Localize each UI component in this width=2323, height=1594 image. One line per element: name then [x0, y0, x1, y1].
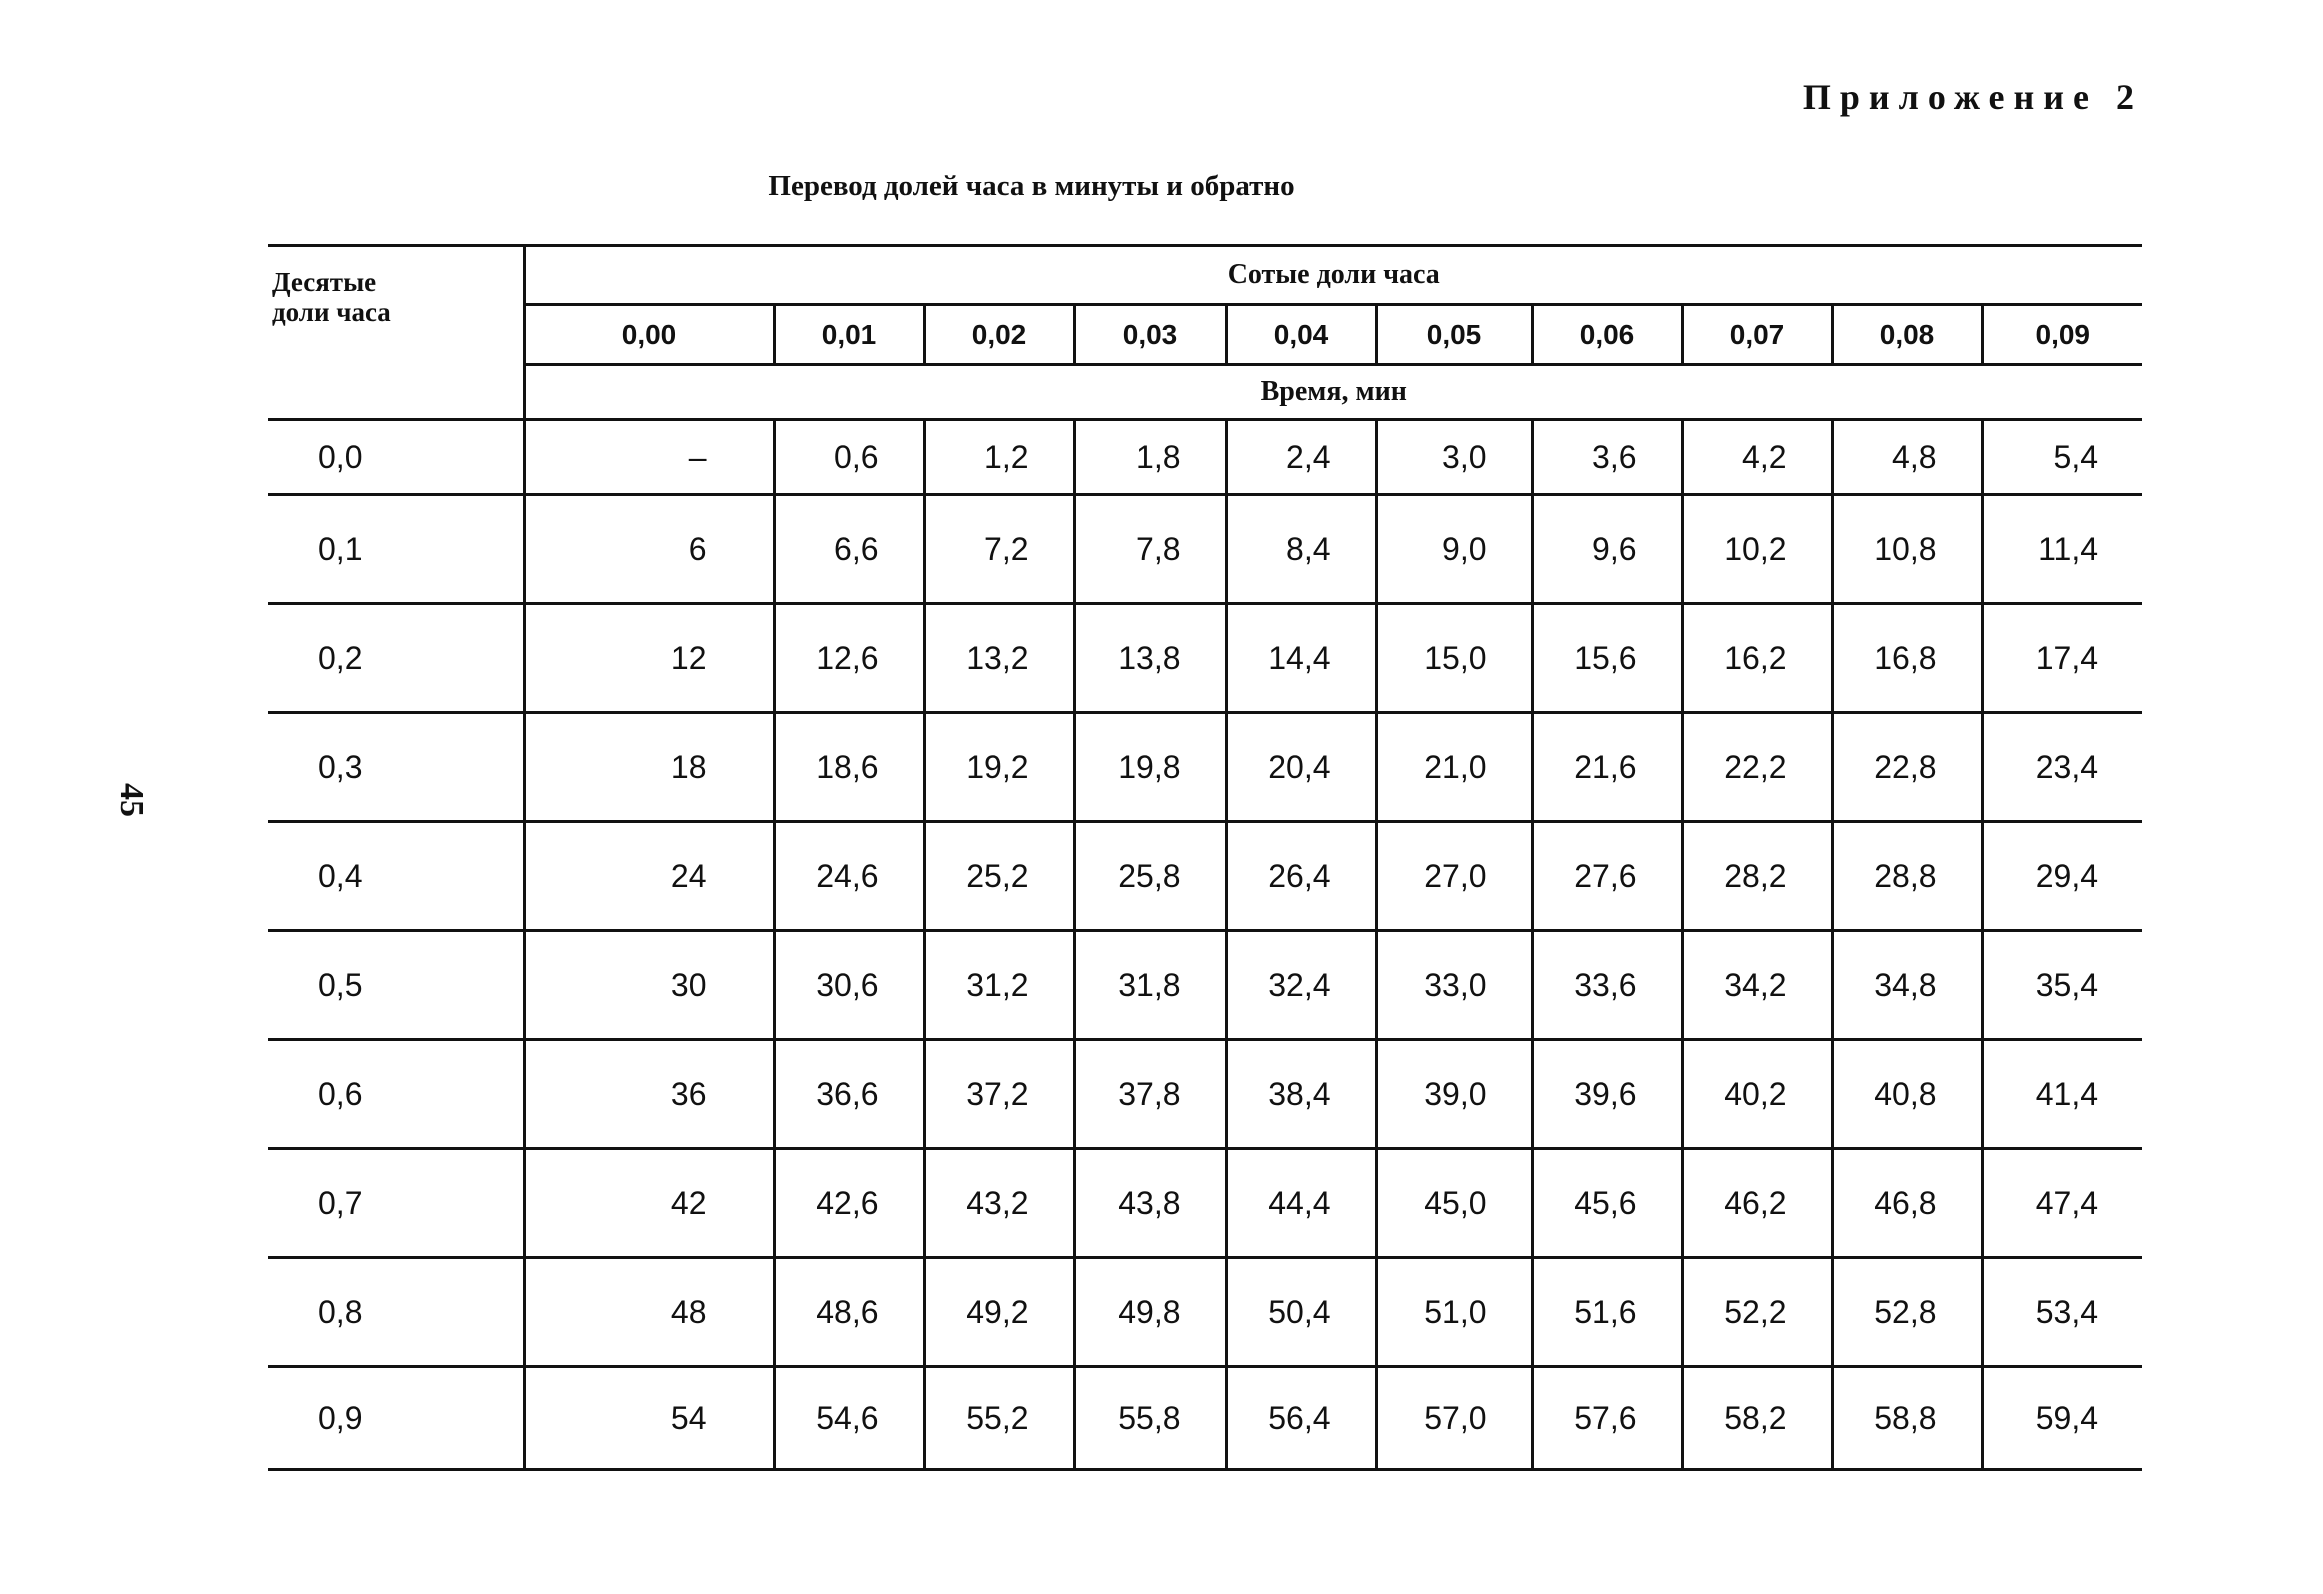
table-cell: 32,4 [1226, 931, 1376, 1040]
table-cell: 51,6 [1532, 1258, 1682, 1367]
table-cell: 10,8 [1832, 495, 1982, 604]
table-row [268, 420, 2142, 495]
table-row [268, 931, 2142, 1040]
table-cell: 21,0 [1376, 713, 1532, 822]
table-cell: 10,2 [1682, 495, 1832, 604]
table-row [268, 495, 2142, 604]
table-cell: 39,0 [1376, 1040, 1532, 1149]
table-cell: 2,4 [1226, 420, 1376, 495]
table-cell: 6,6 [774, 495, 924, 604]
table-cell: 33,0 [1376, 931, 1532, 1040]
table-cell: 18 [524, 713, 774, 822]
table-cell: 33,6 [1532, 931, 1682, 1040]
table-cell: 21,6 [1532, 713, 1682, 822]
column-header-row [268, 305, 2142, 365]
table-cell: 43,2 [924, 1149, 1074, 1258]
table-cell: 13,2 [924, 604, 1074, 713]
table-cell: 55,2 [924, 1367, 1074, 1470]
table-cell: 35,4 [1982, 931, 2142, 1040]
table-cell: 46,2 [1682, 1149, 1832, 1258]
table-cell: 44,4 [1226, 1149, 1376, 1258]
table-body [268, 420, 2142, 1470]
table-cell: 15,0 [1376, 604, 1532, 713]
table-cell: 24 [524, 822, 774, 931]
table-cell: 37,8 [1074, 1040, 1226, 1149]
row-label: 0,1 [268, 495, 524, 604]
table-cell: 58,2 [1682, 1367, 1832, 1470]
column-header: 0,05 [1376, 305, 1532, 365]
table-cell: 50,4 [1226, 1258, 1376, 1367]
row-label: 0,5 [268, 931, 524, 1040]
table-cell: 34,8 [1832, 931, 1982, 1040]
table-cell: 14,4 [1226, 604, 1376, 713]
column-header: 0,03 [1074, 305, 1226, 365]
conversion-table [268, 244, 2142, 1471]
table-row [268, 822, 2142, 931]
table-cell: 42 [524, 1149, 774, 1258]
table-cell: 57,0 [1376, 1367, 1532, 1470]
table-cell: 3,0 [1376, 420, 1532, 495]
table-cell: 48 [524, 1258, 774, 1367]
table-cell: 19,2 [924, 713, 1074, 822]
row-label: 0,2 [268, 604, 524, 713]
table-cell: 5,4 [1982, 420, 2142, 495]
table-cell: 54,6 [774, 1367, 924, 1470]
table-cell: 18,6 [774, 713, 924, 822]
table-cell: 12,6 [774, 604, 924, 713]
table-cell: 36 [524, 1040, 774, 1149]
table-cell: 53,4 [1982, 1258, 2142, 1367]
table-cell: 52,8 [1832, 1258, 1982, 1367]
table-cell: 29,4 [1982, 822, 2142, 931]
row-label: 0,3 [268, 713, 524, 822]
table-cell: 45,6 [1532, 1149, 1682, 1258]
table-cell: 28,2 [1682, 822, 1832, 931]
table-row [268, 713, 2142, 822]
table-cell: 22,8 [1832, 713, 1982, 822]
row-label: 0,4 [268, 822, 524, 931]
column-header: 0,07 [1682, 305, 1832, 365]
table-cell: 36,6 [774, 1040, 924, 1149]
table-cell: 1,8 [1074, 420, 1226, 495]
column-header: 0,09 [1982, 305, 2142, 365]
table-cell: 7,2 [924, 495, 1074, 604]
table-cell: 4,2 [1682, 420, 1832, 495]
row-label: 0,7 [268, 1149, 524, 1258]
table-cell: 46,8 [1832, 1149, 1982, 1258]
table-cell: 40,8 [1832, 1040, 1982, 1149]
table-cell: 27,6 [1532, 822, 1682, 931]
table-cell: 49,8 [1074, 1258, 1226, 1367]
table-row [268, 1258, 2142, 1367]
time-unit-header: Время, мин [524, 365, 2142, 420]
table-cell: 57,6 [1532, 1367, 1682, 1470]
table-cell: 1,2 [924, 420, 1074, 495]
table-cell: 30 [524, 931, 774, 1040]
column-header: 0,00 [524, 305, 774, 365]
table-cell: 27,0 [1376, 822, 1532, 931]
column-header: 0,02 [924, 305, 1074, 365]
table-cell: 39,6 [1532, 1040, 1682, 1149]
corner-header-line2: доли часа [272, 297, 391, 327]
column-header: 0,08 [1832, 305, 1982, 365]
table-cell: 12 [524, 604, 774, 713]
table-cell: 23,4 [1982, 713, 2142, 822]
table-cell: 26,4 [1226, 822, 1376, 931]
column-header: 0,01 [774, 305, 924, 365]
table-row [268, 1149, 2142, 1258]
table-cell: 42,6 [774, 1149, 924, 1258]
table-cell: 22,2 [1682, 713, 1832, 822]
table-cell: 7,8 [1074, 495, 1226, 604]
table-row [268, 1367, 2142, 1470]
row-label: 0,8 [268, 1258, 524, 1367]
table-cell: 19,8 [1074, 713, 1226, 822]
table-cell: 8,4 [1226, 495, 1376, 604]
table-cell: 55,8 [1074, 1367, 1226, 1470]
table-row [268, 1040, 2142, 1149]
table-cell: 31,2 [924, 931, 1074, 1040]
table-cell: 45,0 [1376, 1149, 1532, 1258]
table-cell: 31,8 [1074, 931, 1226, 1040]
table-cell: 43,8 [1074, 1149, 1226, 1258]
table-cell: 13,8 [1074, 604, 1226, 713]
table-cell: 25,8 [1074, 822, 1226, 931]
table-cell: 16,8 [1832, 604, 1982, 713]
table-cell: 17,4 [1982, 604, 2142, 713]
table-cell: 9,0 [1376, 495, 1532, 604]
table-cell: 30,6 [774, 931, 924, 1040]
table-cell: 3,6 [1532, 420, 1682, 495]
table-cell: 49,2 [924, 1258, 1074, 1367]
table-cell: 40,2 [1682, 1040, 1832, 1149]
table-row [268, 604, 2142, 713]
appendix-heading: Приложение 2 [1802, 77, 2143, 117]
table-cell: 37,2 [924, 1040, 1074, 1149]
corner-header [268, 246, 524, 420]
page-title: Перевод долей часа в минуты и обратно [768, 170, 1295, 202]
table-cell: 24,6 [774, 822, 924, 931]
table-cell: 6 [524, 495, 774, 604]
row-label: 0,0 [268, 420, 524, 495]
column-header: 0,04 [1226, 305, 1376, 365]
table-cell: 38,4 [1226, 1040, 1376, 1149]
table-cell: 28,8 [1832, 822, 1982, 931]
table-cell: 20,4 [1226, 713, 1376, 822]
table-cell: 16,2 [1682, 604, 1832, 713]
table-cell: 25,2 [924, 822, 1074, 931]
table-cell: – [524, 420, 774, 495]
table-cell: 58,8 [1832, 1367, 1982, 1470]
column-header: 0,06 [1532, 305, 1682, 365]
table-cell: 11,4 [1982, 495, 2142, 604]
table-cell: 48,6 [774, 1258, 924, 1367]
corner-header-line1: Десятые [272, 267, 377, 297]
table-cell: 34,2 [1682, 931, 1832, 1040]
hundredths-header: Сотые доли часа [524, 246, 2142, 305]
table-cell: 51,0 [1376, 1258, 1532, 1367]
table-cell: 9,6 [1532, 495, 1682, 604]
table-cell: 15,6 [1532, 604, 1682, 713]
table-cell: 41,4 [1982, 1040, 2142, 1149]
table-cell: 52,2 [1682, 1258, 1832, 1367]
table-cell: 54 [524, 1367, 774, 1470]
table-cell: 47,4 [1982, 1149, 2142, 1258]
page-number: 45 [113, 783, 150, 817]
row-label: 0,6 [268, 1040, 524, 1149]
row-label: 0,9 [268, 1367, 524, 1470]
table-header [268, 246, 2142, 420]
table-cell: 56,4 [1226, 1367, 1376, 1470]
table-cell: 59,4 [1982, 1367, 2142, 1470]
table-cell: 4,8 [1832, 420, 1982, 495]
table-cell: 0,6 [774, 420, 924, 495]
